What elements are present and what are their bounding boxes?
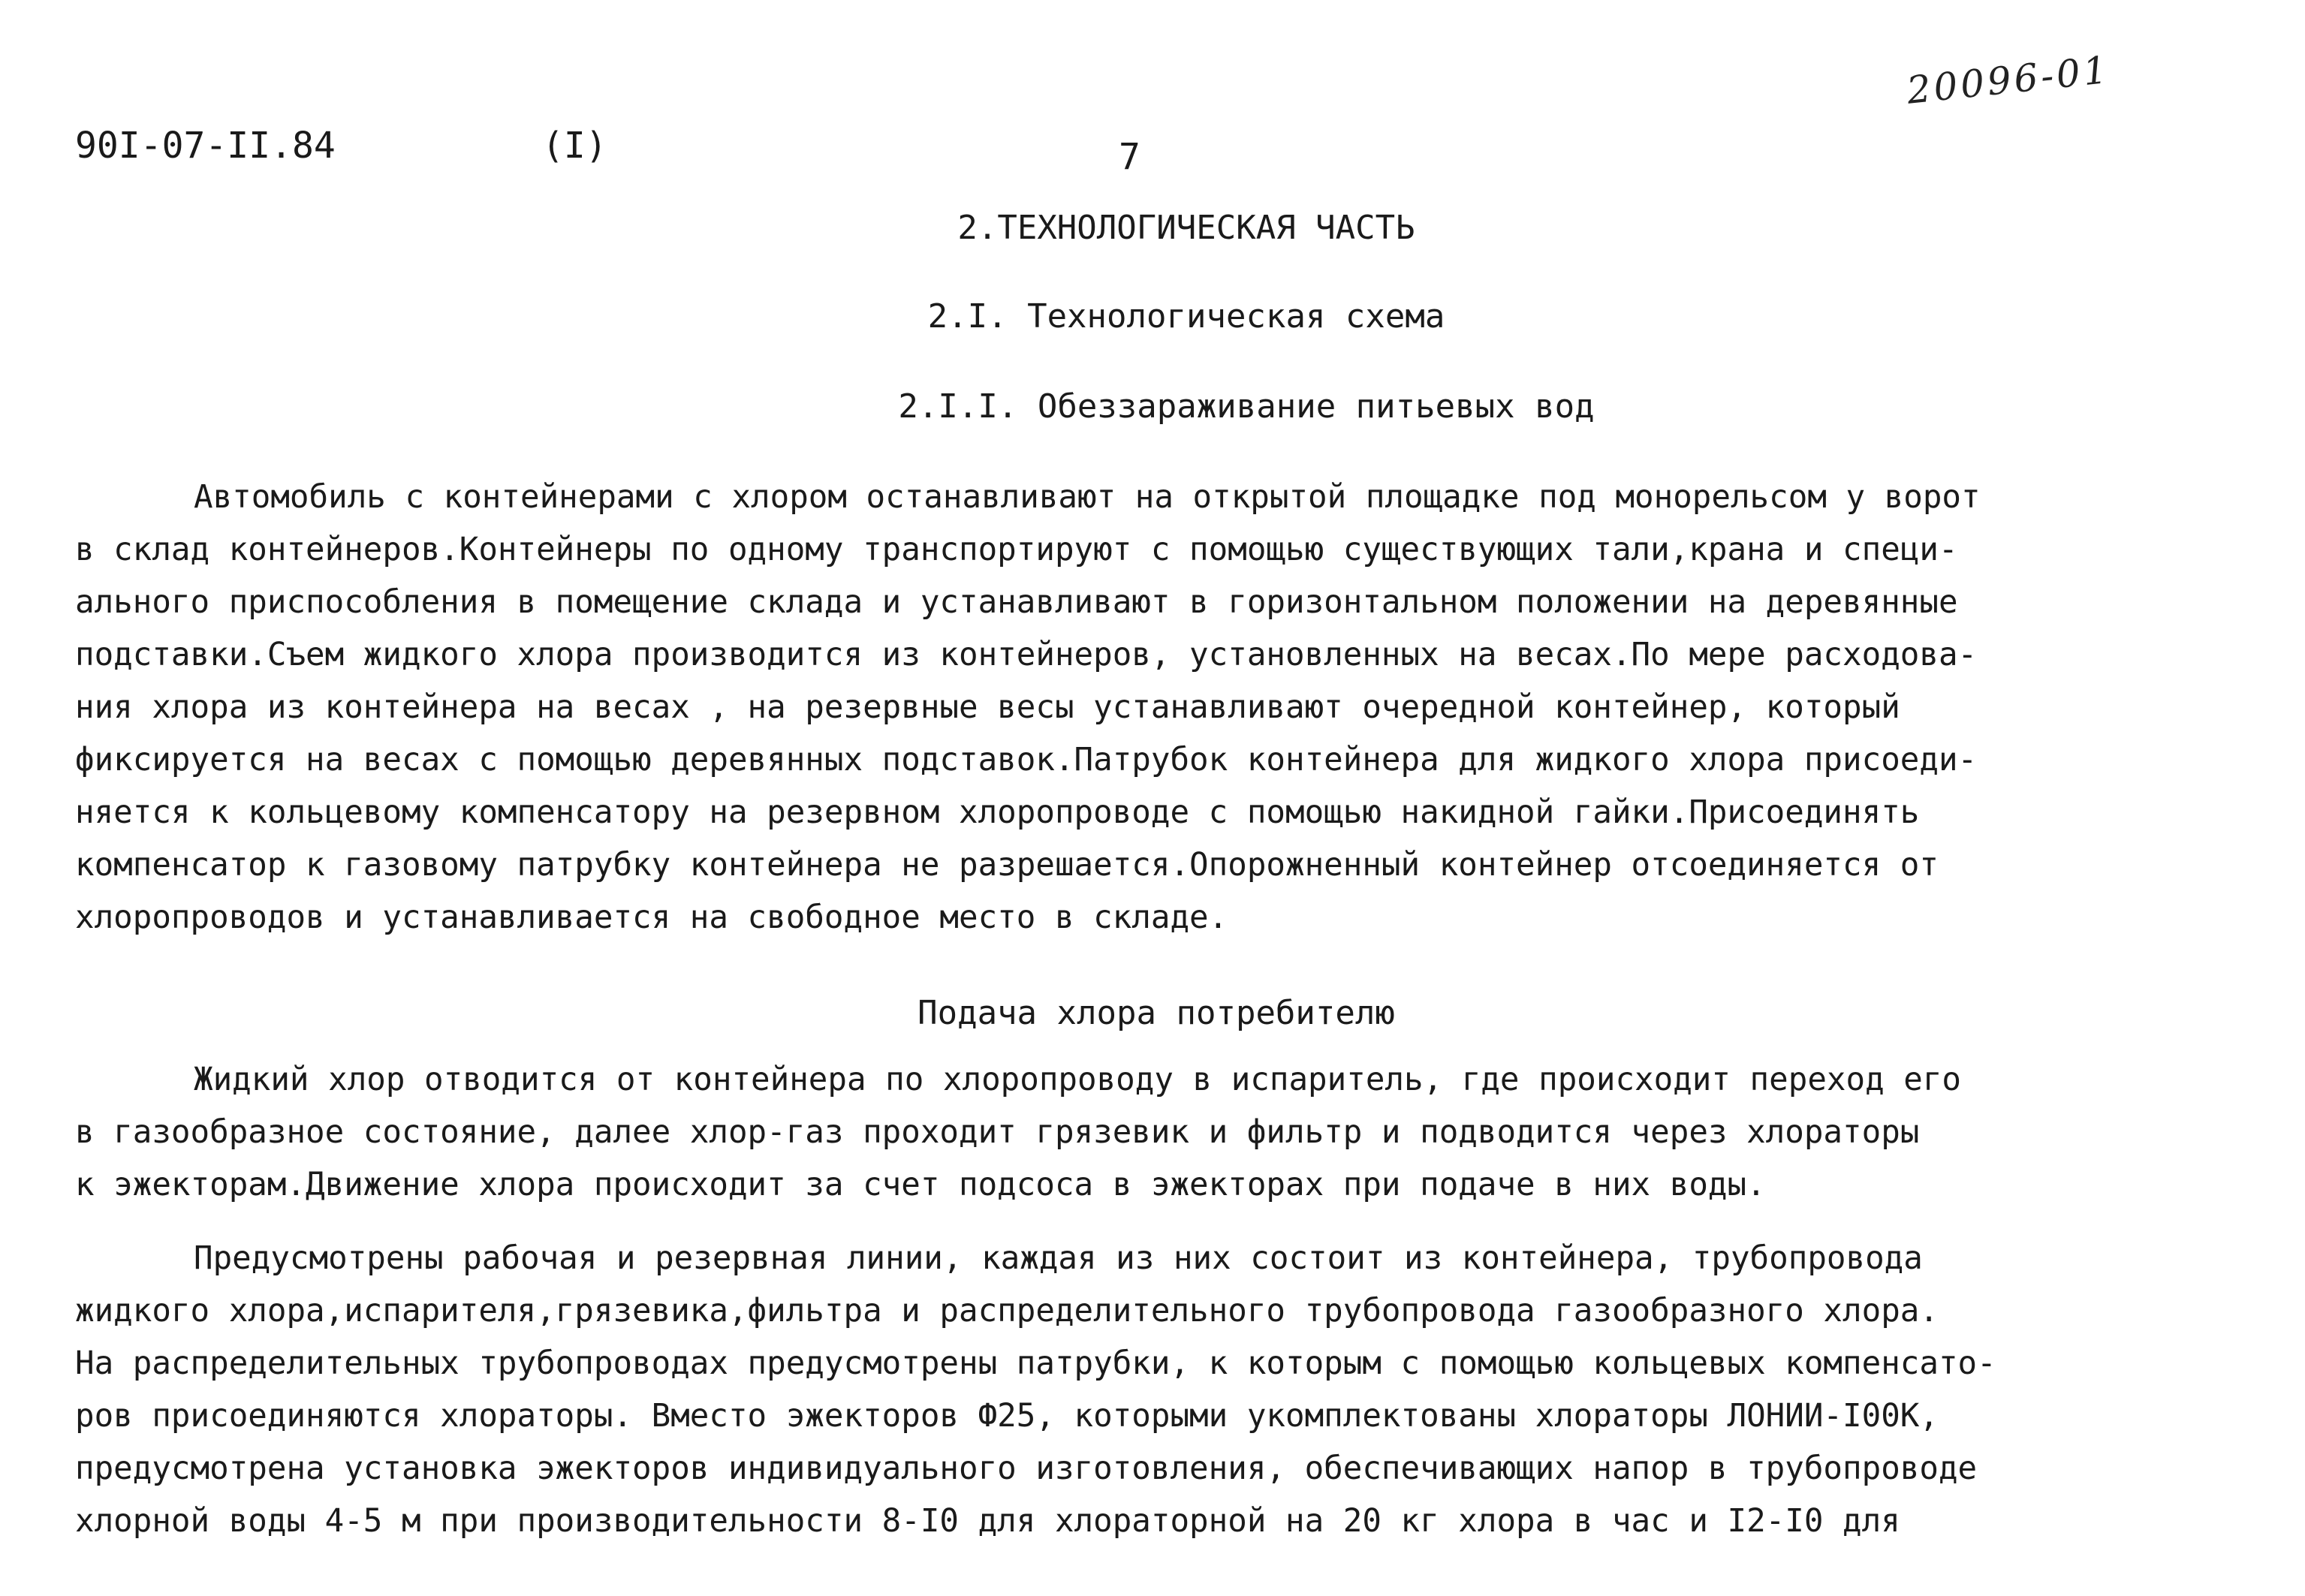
paragraph-line: компенсатор к газовому патрубку контейнера не разрешается.Опорожненный контейнер отсоединяется от	[75, 847, 1939, 884]
paragraph-line: На распределительных трубопроводах предусмотрены патрубки, к которым с помощью кольцевых компенсато-	[75, 1345, 1996, 1382]
paragraph-line: предусмотрена установка эжекторов индивидуального изготовления, обеспечивающих напор в трубопроводе	[75, 1450, 1978, 1487]
paragraph-container-lines	[75, 1233, 2267, 1548]
page-number: 7	[1119, 136, 1140, 178]
paragraph-line: Автомобиль с контейнерами с хлором останавливают на открытой площадке под монорельсом у ворот	[194, 479, 1981, 516]
paragraph-line: няется к кольцевому компенсатору на резервном хлоропроводе с помощью накидной гайки.Присоединять	[75, 794, 1920, 831]
paragraph-line: ров присоединяются хлораторы. Вместо эжекторов Ф25, которыми укомплектованы хлораторы ЛОНИИ-I00К,	[75, 1398, 1939, 1435]
section-heading: 2.ТЕХНОЛОГИЧЕСКАЯ ЧАСТЬ	[957, 209, 1415, 247]
paragraph-line: Предусмотрены рабочая и резервная линии, каждая из них состоит из контейнера, трубопровода	[194, 1240, 1923, 1277]
chlorine-supply-heading: Подача хлора потребителю	[917, 994, 1395, 1032]
paragraph-line: хлорной воды 4-5 м при производительности 8-I0 для хлораторной на 20 кг хлора в час и I2-I0 для	[75, 1503, 1900, 1540]
paragraph-line: хлоропроводов и устанавливается на свободное место в складе.	[75, 899, 1228, 936]
document-code: 90I-07-II.84	[75, 125, 336, 167]
paragraph-line: Жидкий хлор отводится от контейнера по хлоропроводу в испаритель, где происходит переход его	[194, 1061, 1962, 1098]
paragraph-container-supply	[75, 1054, 2267, 1212]
sheet-marker: (I)	[542, 125, 607, 167]
paragraph-line: фиксируется на весах с помощью деревянных подставок.Патрубок контейнера для жидкого хлора присоеди-	[75, 742, 1978, 778]
paragraph-line: подставки.Съем жидкого хлора производится из контейнеров, установленных на весах.По мере расходова-	[75, 637, 1978, 673]
handwritten-archive-number: 20096-01	[1904, 47, 2113, 113]
paragraph-line: жидкого хлора,испарителя,грязевика,фильтра и распределительного трубопровода газообразного хлора.	[75, 1293, 1939, 1329]
paragraph-container-delivery	[75, 471, 2267, 944]
paragraph-line: ального приспособления в помещение склада и устанавливают в горизонтальном положении на деревянные	[75, 584, 1958, 621]
paragraph-line: к эжекторам.Движение хлора происходит за счет подсоса в эжекторах при подаче в них воды.	[75, 1167, 1766, 1203]
paragraph-line: ния хлора из контейнера на весах , на резервные весы устанавливают очередной контейнер, который	[75, 689, 1900, 726]
paragraph-line: в газообразное состояние, далее хлор-газ проходит грязевик и фильтр и подводится через хлораторы	[75, 1114, 1920, 1151]
paragraph-line: в склад контейнеров.Контейнеры по одному транспортируют с помощью существующих тали,крана и специ-	[75, 531, 1958, 568]
subsection-heading: 2.I. Технологическая схема	[927, 297, 1445, 336]
subsubsection-heading: 2.I.I. Обеззараживание питьевых вод	[898, 387, 1595, 426]
